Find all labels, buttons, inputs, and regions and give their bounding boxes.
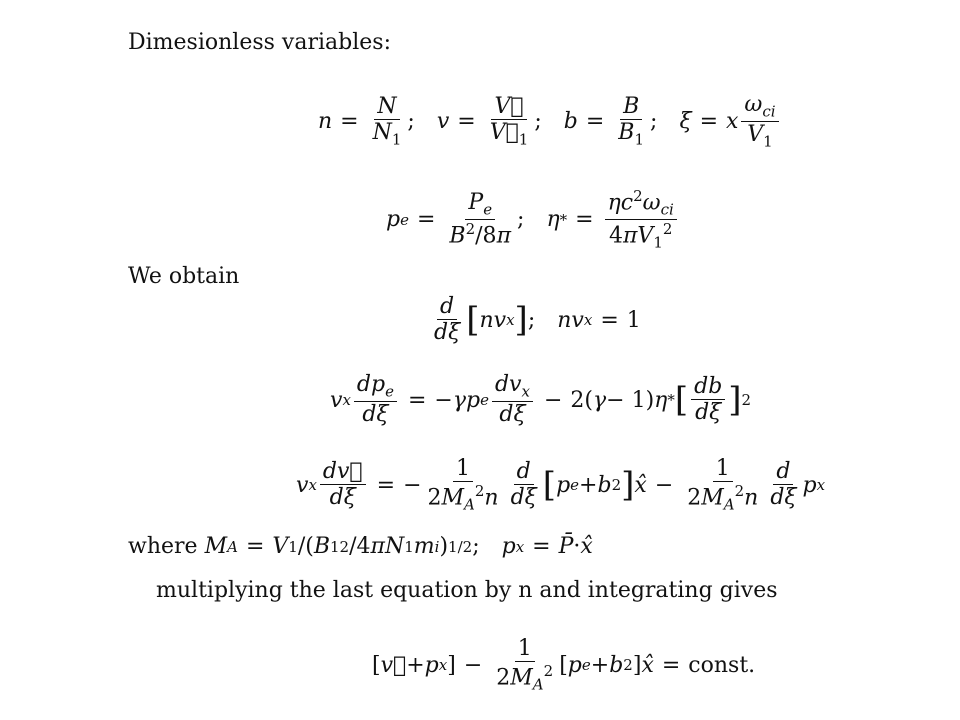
section-heading: Dimesionless variables: <box>128 30 391 55</box>
equation-pressure-resistivity: p e = $\frac{P_e}{B^2/8\pi}$ ; η * = $\frac{\eta c^2\omega_{ci}}{4\pi V_1^2}$ <box>386 188 680 252</box>
where-text: where <box>128 534 198 559</box>
equation-alfven-mach: where M A = V 1 /( B 1 2 /4 πN 1 m i ) 1/2 ; p x = P̄ · x̂ <box>128 534 593 559</box>
equation-continuity: $\frac{d}{d\xi}$ [ nv x ] ; nv x = 1 <box>434 294 641 346</box>
equation-momentum: v x $\frac{dv⃗}{d\xi}$ = − $\frac{1}{2M_A^2n}$ $\frac{d}{d\xi}$ [ p e + b 2 ] x̂ − $\frac{1}{2M_A^2n}$ $\frac{d}{d\xi}$ p x <box>296 456 826 515</box>
multiplying-text: multiplying the last equation by n and integrating gives <box>156 578 778 603</box>
const-word: const. <box>688 652 756 678</box>
equation-pressure-evolution: v x $\frac{dp_e}{d\xi}$ = − γp e $\frac{dv_x}{d\xi}$ − 2( γ − 1) η * [ $\frac{db}{d\xi}$ ] 2 <box>330 372 752 427</box>
we-obtain-text: We obtain <box>128 264 240 289</box>
equation-integrated-result: [ v⃗ + p x ] − $\frac{1}{2M_A^2}$ [ p e + b 2 ] x̂ = const. <box>372 636 756 695</box>
equation-dimensionless-defs: n = $\frac{N}{N_1}$ ; v = $\frac{V⃗}{V⃗_1}$ ; b = $\frac{B}{B_1}$ ; ξ = x $\frac{\omega_{ci}}{V_1}$ <box>318 92 782 150</box>
